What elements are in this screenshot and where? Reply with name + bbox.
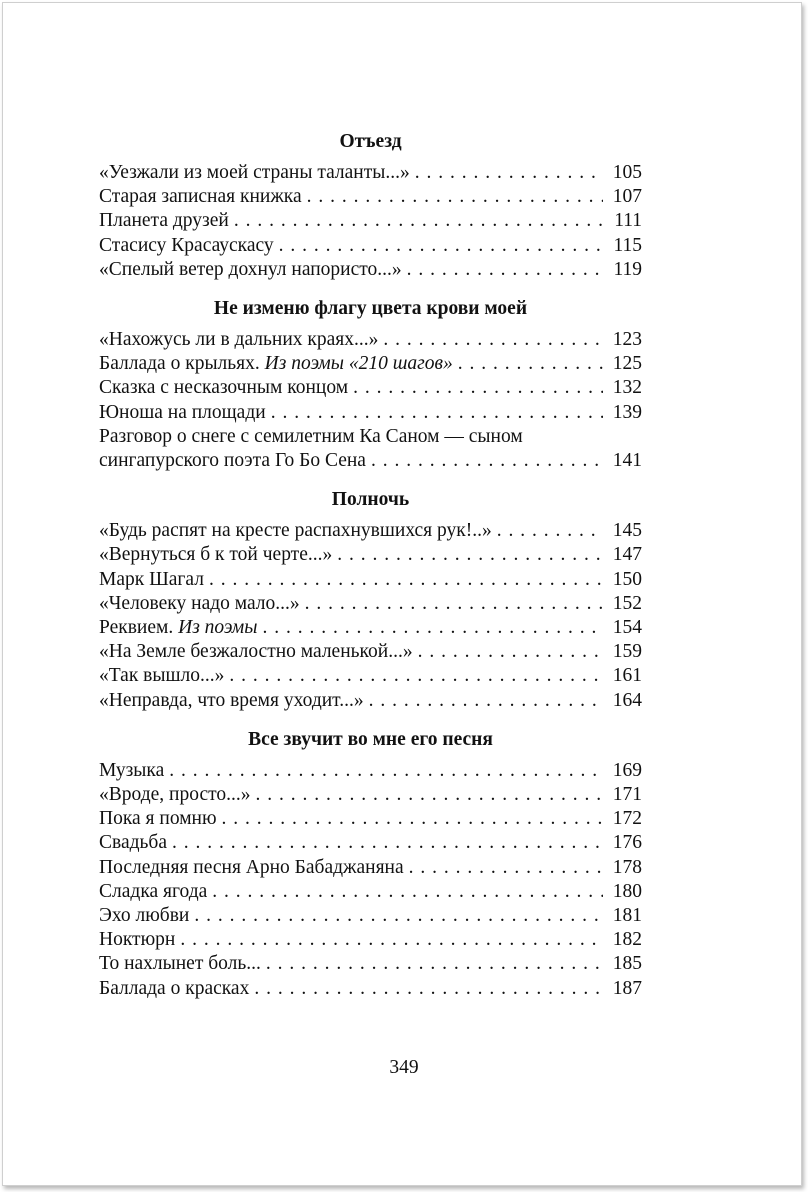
toc-entry <box>99 856 642 880</box>
entry-title: «Неправда, что время уходит...» <box>99 689 364 711</box>
dot-leader <box>204 568 603 592</box>
section-title: Отъезд <box>339 131 402 152</box>
entry-page-number: 171 <box>612 784 642 806</box>
dot-leader <box>378 328 602 352</box>
dot-leader <box>175 928 602 952</box>
section-title: Все звучит во мне его песня <box>248 728 493 750</box>
entry-page-number: 139 <box>612 401 642 423</box>
entry-title <box>99 352 453 376</box>
toc-entry <box>99 880 642 904</box>
entry-title-main: Реквием. <box>99 617 174 639</box>
dot-leader <box>249 977 602 1001</box>
toc-entry <box>99 592 642 616</box>
toc-entry <box>99 258 642 282</box>
entry-page-number: 125 <box>612 353 642 375</box>
dot-leader <box>366 449 603 473</box>
entry-page-number: 147 <box>612 544 642 566</box>
toc-entry <box>99 185 642 209</box>
toc-entry <box>99 328 642 352</box>
entry-title: Сказка с несказочным концом <box>99 377 349 399</box>
section-spacer <box>99 282 642 294</box>
entry-title: Баллада о красках <box>99 977 250 999</box>
entry-title-main: Баллада о крыльях. <box>99 353 260 375</box>
dot-leader <box>402 258 604 282</box>
toc-entry <box>99 759 642 783</box>
dot-leader <box>348 376 603 400</box>
toc-entry <box>99 904 642 928</box>
dot-leader <box>300 592 603 616</box>
entry-title: То нахлынет боль... <box>99 953 261 975</box>
dot-leader <box>332 543 603 567</box>
entry-title: Ноктюрн <box>99 929 176 951</box>
entry-title: «Человеку надо мало...» <box>99 592 300 614</box>
entry-page-number: 159 <box>612 641 642 663</box>
entry-page-number: 115 <box>613 234 642 256</box>
dot-leader <box>404 856 603 880</box>
section-title: Полночь <box>331 489 410 511</box>
toc-entry <box>99 616 642 640</box>
toc-entry <box>99 543 642 567</box>
dot-leader <box>266 401 603 425</box>
entry-page-number: 182 <box>612 929 642 951</box>
toc-section-flag <box>99 294 642 473</box>
toc-entry <box>99 783 642 807</box>
dot-leader <box>189 904 602 928</box>
entry-title: Марк Шагал <box>99 568 204 590</box>
toc-entry <box>99 640 642 664</box>
entry-title: «Будь распят на кресте распахнувшихся рук!..» <box>99 520 492 542</box>
section-spacer <box>99 473 642 485</box>
toc-entry <box>99 209 642 233</box>
entry-title: Пока я помню <box>99 808 217 830</box>
table-of-contents <box>99 127 642 1001</box>
entry-page-number: 132 <box>612 377 642 399</box>
entry-page-number: 178 <box>612 856 642 878</box>
page-number: 349 <box>389 1057 419 1078</box>
dot-leader <box>364 689 603 713</box>
entry-title: Эхо любви <box>99 905 190 927</box>
toc-entry <box>99 689 642 713</box>
dot-leader <box>164 759 603 783</box>
dot-leader <box>167 831 603 855</box>
toc-section-polnoch <box>99 485 642 713</box>
dot-leader <box>410 161 603 185</box>
entry-page-number: 176 <box>612 832 642 854</box>
toc-entry <box>99 161 642 185</box>
entry-title: Юноша на площади <box>99 401 266 423</box>
entry-page-number: 172 <box>612 808 642 830</box>
dot-leader <box>453 352 603 376</box>
entry-page-number: 105 <box>612 162 642 183</box>
toc-entry <box>99 977 642 1001</box>
toc-entry <box>99 807 642 831</box>
toc-entry <box>99 519 642 543</box>
entry-page-number: 152 <box>612 592 642 614</box>
entry-title: Планета друзей <box>99 210 229 232</box>
toc-entry <box>99 952 642 976</box>
entry-title: Старая записная книжка <box>99 186 302 208</box>
entry-title: Свадьба <box>99 832 168 854</box>
toc-entry-continuation <box>99 449 642 473</box>
toc-entry <box>99 352 642 376</box>
toc-section-otezd <box>99 127 642 282</box>
dot-leader <box>207 880 602 904</box>
entry-title-italic: Из поэмы <box>178 617 258 639</box>
entry-page-number: 161 <box>612 665 642 687</box>
entry-page-number: 164 <box>612 689 642 711</box>
entry-title: Музыка <box>99 759 165 781</box>
entry-page-number: 154 <box>612 617 642 639</box>
toc-entry <box>99 568 642 592</box>
entry-page-number: 150 <box>612 568 642 590</box>
entry-page-number: 123 <box>612 329 642 351</box>
toc-entry <box>99 376 642 400</box>
toc-entry <box>99 664 642 688</box>
toc-section-pesnya <box>99 725 642 1001</box>
entry-page-number: 141 <box>612 450 642 472</box>
dot-leader <box>274 234 604 258</box>
dot-leader <box>413 640 603 664</box>
dot-leader <box>302 185 603 209</box>
entry-title: Сладка ягода <box>99 880 208 902</box>
section-title: Не изменю флагу цвета крови моей <box>213 298 528 320</box>
entry-title: «Уезжали из моей страны таланты...» <box>99 162 410 183</box>
dot-leader <box>224 664 602 688</box>
toc-entry <box>99 234 642 258</box>
dot-leader <box>257 616 602 640</box>
entry-title <box>99 616 257 640</box>
toc-entry <box>99 401 642 425</box>
entry-page-number: 169 <box>612 759 642 781</box>
entry-title: «Спелый ветер дохнул напористо...» <box>99 258 402 280</box>
toc-entry <box>99 928 642 952</box>
entry-title: «Нахожусь ли в дальних краях...» <box>99 329 379 351</box>
entry-page-number: 180 <box>612 880 642 902</box>
section-spacer <box>99 713 642 725</box>
dot-leader <box>229 209 604 233</box>
entry-title: Стасису Красаускасу <box>99 234 274 256</box>
entry-title: «Так вышло...» <box>99 665 225 687</box>
entry-title: «Вернуться б к той черте...» <box>99 544 333 566</box>
entry-page-number: 119 <box>613 258 642 280</box>
entry-page-number: 145 <box>612 520 642 542</box>
entry-title: «Вроде, просто...» <box>99 784 251 806</box>
entry-title-italic: Из поэмы «210 шагов» <box>264 353 453 375</box>
dot-leader <box>217 807 603 831</box>
dot-leader <box>251 783 603 807</box>
entry-title: «На Земле безжалостно маленькой...» <box>99 641 413 663</box>
dot-leader <box>492 519 603 543</box>
entry-page-number: 187 <box>612 977 642 999</box>
entry-title: Разговор о снеге с семилетним Ка Саном — сыном <box>99 425 523 447</box>
entry-title: Последняя песня Арно Бабаджаняна <box>99 856 404 878</box>
entry-page-number: 111 <box>614 210 642 232</box>
toc-entry-first-line <box>99 425 642 449</box>
entry-page-number: 107 <box>612 186 642 208</box>
entry-title-continuation: сингапурского поэта Го Бо Сена <box>99 450 366 472</box>
entry-page-number: 181 <box>612 905 642 927</box>
entry-page-number: 185 <box>612 953 642 975</box>
dot-leader <box>261 952 603 976</box>
toc-entry <box>99 831 642 855</box>
